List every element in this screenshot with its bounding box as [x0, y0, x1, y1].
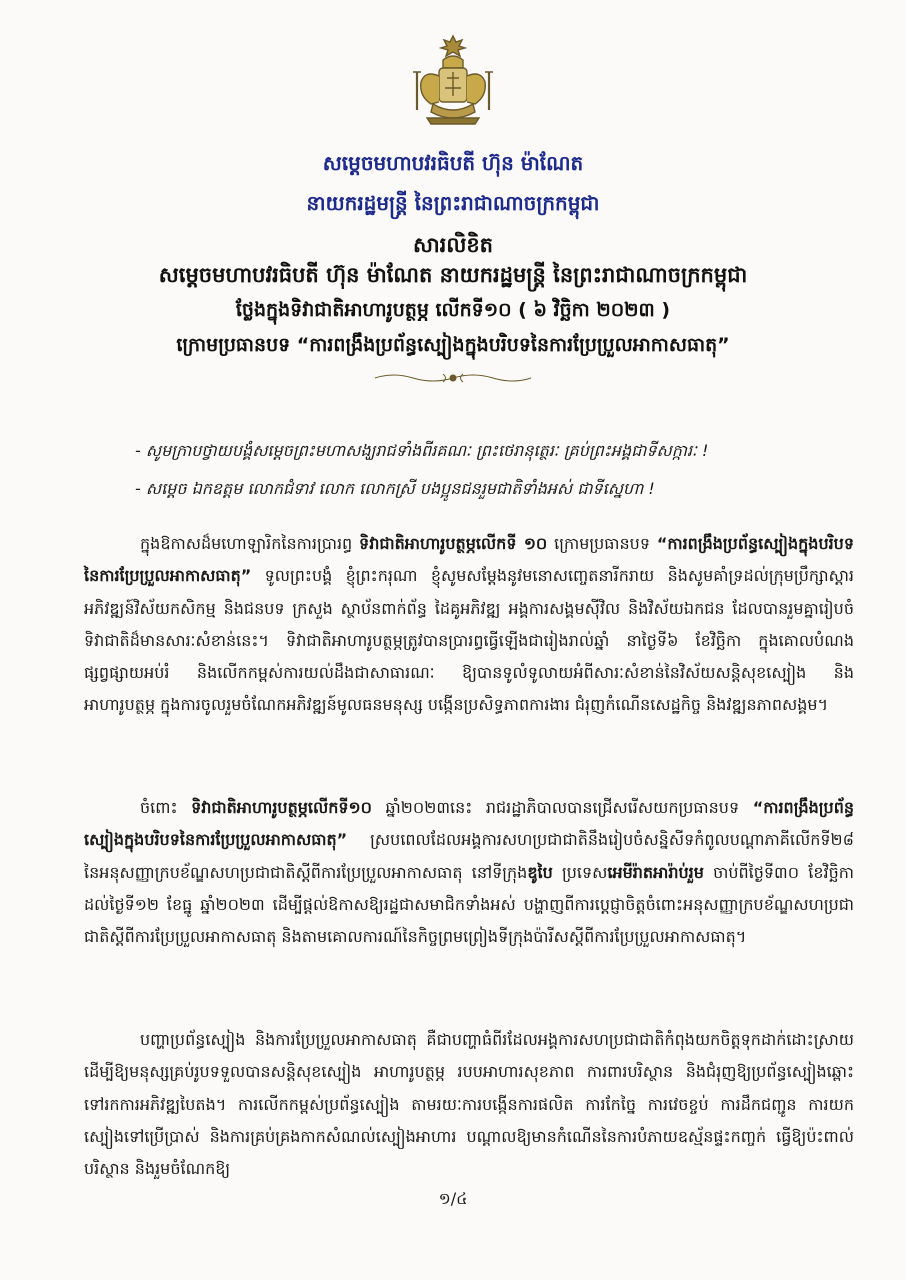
occasion-line: ថ្លែងក្នុងទិវាជាតិអាហារូបត្ថម្ភ លើកទី១០ ( ៦ វិច្ឆិកា ២០២៣ ) — [235, 299, 671, 321]
paragraph-text: ប្រទេស — [552, 862, 608, 882]
body-paragraph: បញ្ហាប្រព័ន្ធស្បៀង និងការប្រែប្រួលអាកាសធាតុ គឺជាបញ្ហាធំពីរដែលអង្គការសហប្រជាជាតិកំពុងយកចិត្តទុកដាក់ដោះស្រាយ ដើម្បីឱ្យមនុស្សគ្រប់រូបទទួលបានសន្តិសុខស្បៀង អាហារូបត្ថម្ភ របបអាហារសុខភាព ការពារបរិស្ថាន និងជំរុញឱ្យប្រព័ន្ធស្បៀងឆ្ពោះទៅរកការអភិវឌ្ឍបៃតង។ ការលើកកម្ពស់ប្រព័ន្ធស្បៀង តាមរយៈការបង្កើនការផលិត ការកែច្នៃ ការវេចខ្ចប់ ការដឹកជញ្ជូន ការយកស្បៀងទៅប្រើប្រាស់ និងការគ្រប់គ្រងកាកសំណល់ស្បៀងអាហារ បណ្តាលឱ្យមានកំណើននៃការបំភាយឧស្ម័នផ្ទះកញ្ចក់ ធ្វើឱ្យប៉ះពាល់បរិស្ថាន និងរួមចំណែកឱ្យ — [84, 1030, 854, 1179]
country-name-bold: អេមីរ៉ាតអារ៉ាប់រួម — [607, 862, 704, 882]
document-type-heading: សារលិខិត — [413, 233, 493, 257]
paragraph-text: ឆ្នាំ២០២៣នេះ រាជរដ្ឋាភិបាលបានជ្រើសរើសយកប្រធានបទ — [371, 798, 753, 817]
paragraph-text: ស្របពេលដែលអង្គការសហប្រជាជាតិនឹងរៀបចំសន្និសីទកំពូលបណ្តាភាគីលើកទី២៨ នៃអនុសញ្ញាក្របខ័ណ្ឌសហប្រជាជាតិស្តីពីការប្រែប្រួលអាកាសធាតុ នៅទីក្រុង — [84, 830, 854, 882]
page-number: ១/៤ — [438, 1189, 468, 1208]
theme-bold: “ការពង្រឹងប្រព័ន្ធស្បៀងក្នុងបរិបទនៃការប្រែប្រួលអាកាសធាតុ” — [84, 798, 854, 850]
body-paragraph — [84, 792, 854, 953]
royal-coat-of-arms-icon — [403, 32, 503, 142]
event-name-bold: ទិវាជាតិអាហារូបត្ថម្ភលើកទី ១០ — [359, 534, 548, 553]
greeting-line: - សូមក្រាបថ្វាយបង្គំសម្តេចព្រះមហាសង្ឃរាជទាំងពីរគណៈ ព្រះថេរានុត្ថេរៈ គ្រប់ព្រះអង្គជាទីសក្ការៈ ! — [135, 441, 709, 460]
event-name-bold: ទិវាជាតិអាហារូបត្ថម្ភលើកទី១០ — [191, 798, 372, 817]
paragraph-text: ចាប់ពីថ្ងៃទី៣០ ខែវិច្ឆិកាដល់ថ្ងៃទី១២ ខែធ្នូ ឆ្នាំ២០២៣ ដើម្បីផ្តល់ឱកាសឱ្យរដ្ឋជាសមាជិកទាំងអស់ បង្ហាញពីការប្តេជ្ញាចិត្តចំពោះអនុសញ្ញាក្របខ័ណ្ឌសហប្រជាជាតិស្តីពីការប្រែប្រួលអាកាសធាតុ និងតាមគោលការណ៍នៃកិច្ចព្រមព្រៀងទីក្រុងប៉ារីសស្តីពីការប្រែប្រួលអាកាសធាតុ។ — [84, 862, 855, 947]
leader-title-heading: នាយករដ្ឋមន្ត្រី នៃព្រះរាជាណាចក្រកម្ពុជា — [306, 191, 600, 215]
body-paragraph — [84, 528, 854, 722]
theme-line: ក្រោមប្រធានបទ “ការពង្រឹងប្រព័ន្ធស្បៀងក្នុងបរិបទនៃការប្រែប្រួលអាកាសធាតុ” — [176, 334, 730, 356]
paragraph-text: ទូលព្រះបង្គំ ខ្ញុំព្រះករុណា ខ្ញុំសូមសម្តែងនូវមនោសញ្ចេតនារីករាយ និងសូមគាំទ្រដល់ក្រុមប្រឹក្សាស្តារអភិវឌ្ឍន៍វិស័យកសិកម្ម និងជនបទ ក្រសួង ស្ថាប័នពាក់ព័ន្ធ ដៃគូអភិវឌ្ឍ អង្គការសង្គមស៊ីវិល និងវិស័យឯកជន ដែលបានរួមគ្នារៀបចំទិវាជាតិដ៏មានសារៈសំខាន់នេះ។ ទិវាជាតិអាហារូបត្ថម្ភត្រូវបានប្រារព្ធធ្វើឡើងជារៀងរាល់ឆ្នាំ នាថ្ងៃទី៦ ខែវិច្ឆិកា ក្នុងគោលបំណងផ្សព្វផ្សាយអប់រំ និងលើកកម្ពស់ការយល់ដឹងជាសាធារណៈ ឱ្យបានទូលំទូលាយអំពីសារៈសំខាន់នៃវិស័យសន្តិសុខស្បៀង និងអាហារូបត្ថម្ភ ក្នុងការចូលរួមចំណែកអភិវឌ្ឍន៍មូលធនមនុស្ស បង្កើនប្រសិទ្ធភាពការងារ ជំរុញកំណើនសេដ្ឋកិច្ច និងវឌ្ឍនភាពសង្គម។ — [84, 566, 854, 715]
decorative-divider-icon — [373, 370, 533, 386]
greeting-line: - សម្តេច ឯកឧត្តម លោកជំទាវ លោក លោកស្រី បងប្អូនជនរួមជាតិទាំងអស់ ជាទីស្នេហា ! — [135, 479, 655, 498]
theme-bold: “ការពង្រឹងប្រព័ន្ធស្បៀងក្នុងបរិបទនៃការប្រែប្រួលអាកាសធាតុ” — [84, 534, 854, 586]
city-name-bold: ឌូបៃ — [527, 862, 553, 882]
leader-name-heading: សម្តេចមហាបវរធិបតី ហ៊ុន ម៉ាណែត — [322, 151, 584, 175]
paragraph-text: ក្នុងឱកាសដ៏មហោឡារិកនៃការប្រារព្ធ — [140, 534, 360, 553]
paragraph-text: ចំពោះ — [140, 798, 192, 817]
document-title: សម្តេចមហាបវរធិបតី ហ៊ុន ម៉ាណែត នាយករដ្ឋមន្ត្រី នៃព្រះរាជាណាចក្រកម្ពុជា — [158, 263, 748, 287]
paragraph-text: ក្រោមប្រធានបទ — [547, 534, 657, 553]
